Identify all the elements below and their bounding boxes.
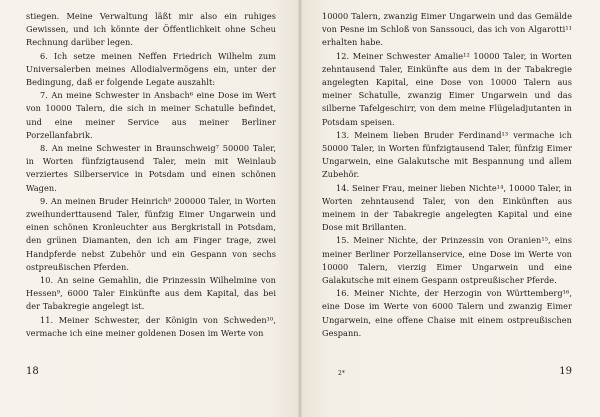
signature-mark: 2* [338, 370, 345, 377]
left-page [26, 10, 276, 410]
left-page-text [26, 10, 276, 340]
right-page-text [322, 10, 572, 340]
paragraph: 8. An meine Schwester in Braunschweig⁷ 50000 Taler, in Worten fünfzigtausend Taler, mein mit Weinlaub verziertes Silberservice in Potsdam und einen schönen Wagen. [26, 143, 276, 193]
paragraph: 7. An meine Schwester in Ansbach⁶ eine Dose im Wert von 10000 Talern, die sich in meiner Schatulle befindet, und eine meiner Service aus meiner Berliner Porzellanfabrik. [26, 90, 276, 140]
paragraph: 15. Meiner Nichte, der Prinzessin von Oranien¹⁵, eins meiner Berliner Porzellanservice, eine Dose im Werte von 10000 Talern, vierzig Eimer Ungarwein und eine Galakutsche mit einem Gespann ostpreußischer Pferde. [322, 235, 572, 286]
paragraph: 6. Ich setze meinen Neffen Friedrich Wilhelm zum Universalerben meines Allodialvermögens ein, unter der Bedingung, daß er folgende Legate auszahlt: [26, 50, 276, 88]
paragraph: 11. Meiner Schwester, der Königin von Schweden¹⁰, vermache ich eine meiner goldenen Dosen im Werte von [26, 314, 276, 338]
paragraph: 10000 Talern, zwanzig Eimer Ungarwein und das Gemälde von Pesne im Schloß von Sanssouci, das ich von Algarotti¹¹ erhalten habe. [322, 11, 572, 48]
paragraph: 13. Meinem lieben Bruder Ferdinand¹³ vermache ich 50000 Taler, in Worten fünfzigtausend Taler, fünfzig Eimer Ungarwein, eine Galakutsche mit Bespannung und allem Zubehör. [322, 129, 572, 180]
right-page [322, 10, 572, 410]
paragraph: stiegen. Meine Verwaltung läßt mir also ein ruhiges Gewissen, und ich könnte der Öffentlichkeit ohne Scheu Rechnung darüber legen. [26, 11, 276, 48]
paragraph: 10. An seine Gemahlin, die Prinzessin Wilhelmine von Hessen⁹, 6000 Taler Einkünfte aus dem Kapital, das bei der Tabakregie angelegt ist. [26, 275, 276, 312]
book-gutter [298, 0, 302, 417]
paragraph: 9. An meinen Bruder Heinrich⁸ 200000 Taler, in Worten zweihunderttausend Taler, fünfzig Eimer Ungarwein und einen schönen Kronleuchter aus Bergkristall in Potsdam, den grünen Diamanten, den ich am Finger trage, zwei Handpferde nebst Zubehör und ein Gespann von sechs ostpreußischen Pferden. [26, 195, 276, 272]
paragraph: 12. Meiner Schwester Amalie¹² 10000 Taler, in Worten zehntausend Taler, Einkünfte aus dem in der Tabakregie angelegten Kapital, eine Dose von 10000 Talern aus meiner Schatulle, zwanzig Eimer Ungarwein und das silberne Tafelgeschirr, von dem meine Flügeladjutanten in Potsdam speisen. [322, 50, 572, 127]
paragraph: 14. Seiner Frau, meiner lieben Nichte¹⁴, 10000 Taler, in Worten zehntausend Taler, von den Einkünften aus meinem in der Tabakregie angelegten Kapital und eine Dose mit Brillanten. [322, 182, 572, 233]
page-number: 19 [559, 366, 572, 377]
paragraph: 16. Meiner Nichte, der Herzogin von Württemberg¹⁶, eine Dose im Werte von 6000 Talern und zwanzig Eimer Ungarwein, eine offene Chaise mit einem ostpreußischen Gespann. [322, 288, 572, 338]
page-number: 18 [26, 366, 39, 377]
